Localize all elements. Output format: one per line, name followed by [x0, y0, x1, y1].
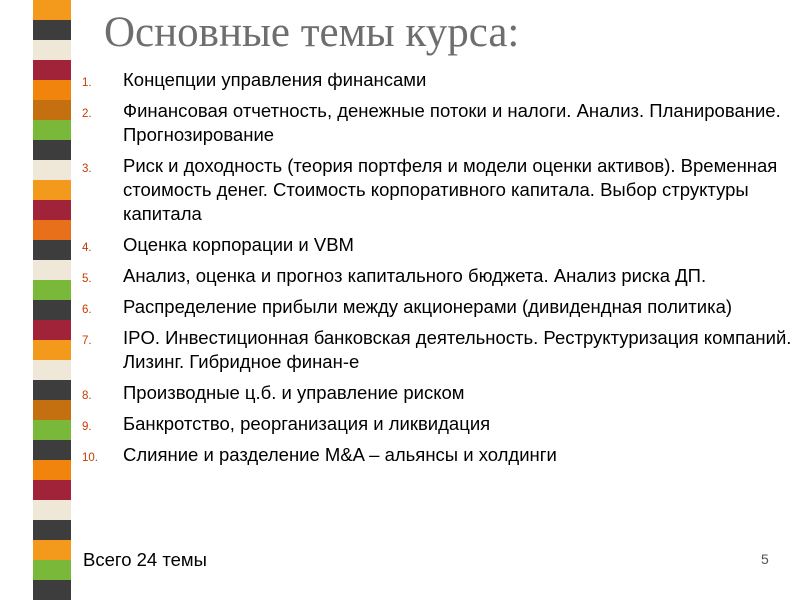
topic-item [82, 412, 794, 436]
decorative-stripe [33, 300, 71, 320]
topic-item [82, 443, 794, 467]
topic-number: 6. [82, 304, 92, 316]
decorative-stripe [33, 240, 71, 260]
decorative-stripe [33, 0, 71, 20]
decorative-stripe [33, 500, 71, 520]
topic-text: Финансовая отчетность, денежные потоки и налоги. Анализ. Планирование. Прогнозирование [123, 100, 781, 145]
decorative-stripe [33, 200, 71, 220]
topic-item [82, 326, 794, 374]
decorative-stripe [33, 420, 71, 440]
topic-item [82, 295, 794, 319]
decorative-stripe [33, 140, 71, 160]
topic-number: 9. [82, 421, 92, 433]
decorative-stripe [33, 180, 71, 200]
topic-item [82, 154, 794, 226]
decorative-stripe [33, 20, 71, 40]
topic-item [82, 264, 794, 288]
decorative-stripe [33, 320, 71, 340]
decorative-stripe [33, 460, 71, 480]
topic-number: 2. [82, 108, 92, 120]
topic-text: Производные ц.б. и управление риском [123, 382, 465, 403]
decorative-stripe [33, 480, 71, 500]
topic-item [82, 233, 794, 257]
topic-number: 4. [82, 242, 92, 254]
decorative-stripe [33, 360, 71, 380]
topic-text: Слияние и разделение M&A – альянсы и холдинги [123, 444, 557, 465]
topic-number: 8. [82, 390, 92, 402]
decorative-stripe [33, 260, 71, 280]
topic-text: Анализ, оценка и прогноз капитального бюджета. Анализ риска ДП. [123, 265, 707, 286]
topics-total: Всего 24 темы [83, 549, 207, 570]
topic-item [82, 381, 794, 405]
topic-number: 5. [82, 273, 92, 285]
decorative-stripe [33, 340, 71, 360]
topic-number: 7. [82, 335, 92, 347]
topic-text: Распределение прибыли между акционерами (дивидендная политика) [123, 296, 733, 317]
decorative-stripe [33, 100, 71, 120]
topic-text: Концепции управления финансами [123, 69, 427, 90]
topic-list [82, 68, 794, 474]
decorative-stripe [33, 400, 71, 420]
decorative-stripe [33, 520, 71, 540]
topic-item [82, 99, 794, 147]
topic-number: 10. [82, 452, 98, 464]
decorative-stripe [33, 280, 71, 300]
decorative-stripe [33, 80, 71, 100]
topic-text: IPO. Инвестиционная банковская деятельность. Реструктуризация компаний. Лизинг. Гибридное финан-е [123, 327, 792, 372]
topic-number: 1. [82, 77, 92, 89]
decorative-stripe-band [33, 0, 71, 600]
topic-text: Риск и доходность (теория портфеля и модели оценки активов). Временная стоимость денег. Стоимость корпоративного капитала. Выбор структуры капитала [123, 155, 778, 224]
decorative-stripe [33, 440, 71, 460]
decorative-stripe [33, 160, 71, 180]
topic-text: Оценка корпорации и VBM [123, 234, 354, 255]
topic-item [82, 68, 794, 92]
decorative-stripe [33, 60, 71, 80]
decorative-stripe [33, 220, 71, 240]
decorative-stripe [33, 540, 71, 560]
page-number: 5 [761, 551, 769, 567]
slide-title: Основные темы курса: [104, 9, 520, 56]
topic-number: 3. [82, 163, 92, 175]
decorative-stripe [33, 40, 71, 60]
decorative-stripe [33, 380, 71, 400]
decorative-stripe [33, 120, 71, 140]
decorative-stripe [33, 580, 71, 600]
decorative-stripe [33, 560, 71, 580]
topic-text: Банкротство, реорганизация и ликвидация [123, 413, 491, 434]
